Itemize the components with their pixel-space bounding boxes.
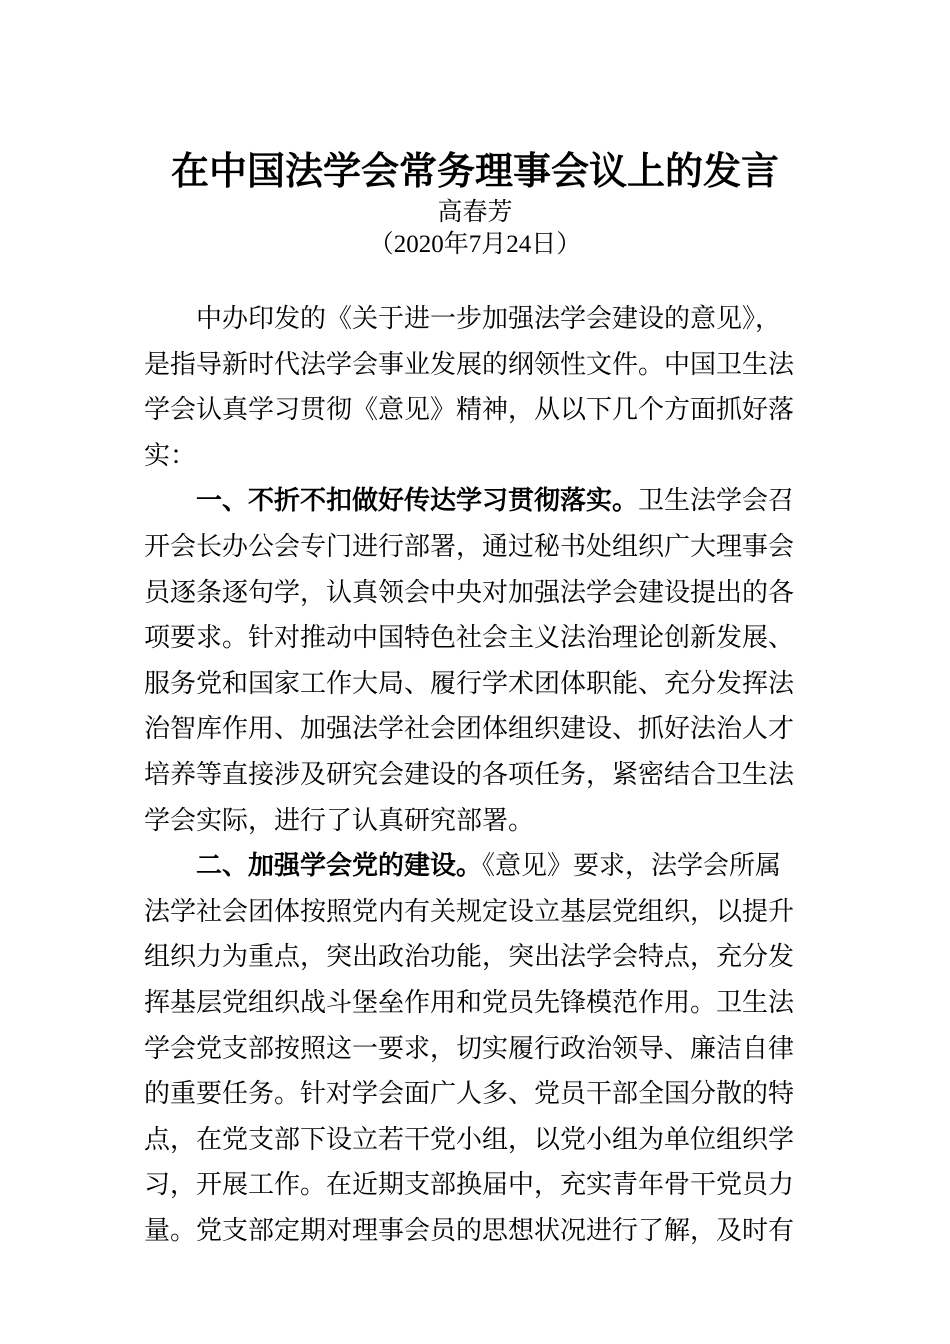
line-text: 卫生法学会召 <box>638 486 795 517</box>
text-line <box>144 662 808 708</box>
line-text: 实： <box>144 440 197 471</box>
text-line <box>144 707 808 753</box>
text-line <box>144 479 808 525</box>
text-line <box>144 890 808 936</box>
document-body <box>144 297 808 1254</box>
line-text: 治智库作用、加强法学社会团体组织建设、抓好法治人才 <box>144 714 795 745</box>
line-text: 项要求。针对推动中国特色社会主义法治理论创新发展、 <box>144 623 795 654</box>
line-text: 开会长办公会专门进行部署，通过秘书处组织广大理事会 <box>144 531 795 562</box>
line-text: 服务党和国家工作大局、履行学术团体职能、充分发挥法 <box>144 668 795 699</box>
section-heading: 二、加强学会党的建设。 <box>196 851 483 882</box>
text-line <box>144 571 808 617</box>
text-line <box>144 343 808 389</box>
line-text: 培养等直接涉及研究会建设的各项任务，紧密结合卫生法 <box>144 759 795 790</box>
line-text: 量。党支部定期对理事会员的思想状况进行了解，及时有 <box>144 1215 795 1246</box>
line-text: 《意见》要求，法学会所属 <box>482 851 782 882</box>
line-text: 学会实际，进行了认真研究部署。 <box>144 805 535 836</box>
line-text: 组织力为重点，突出政治功能，突出法学会特点，充分发 <box>144 942 795 973</box>
line-text: 法学社会团体按照党内有关规定设立基层党组织，以提升 <box>144 896 795 927</box>
text-line <box>144 799 808 845</box>
text-line <box>144 935 808 981</box>
text-line <box>144 753 808 799</box>
section-heading: 一、不折不扣做好传达学习贯彻落实。 <box>196 486 639 517</box>
line-text: 的重要任务。针对学会面广人多、党员干部全国分散的特 <box>144 1079 795 1110</box>
line-text: 点，在党支部下设立若干党小组，以党小组为单位组织学 <box>144 1124 795 1155</box>
text-line <box>144 981 808 1027</box>
line-text: 习，开展工作。在近期支部换届中，充实青年骨干党员力 <box>144 1170 795 1201</box>
line-text: 员逐条逐句学，认真领会中央对加强法学会建设提出的各 <box>144 577 795 608</box>
text-line <box>144 1163 808 1209</box>
text-line <box>144 434 808 480</box>
text-line <box>144 1027 808 1073</box>
text-line <box>144 844 808 890</box>
line-text: 学会党支部按照这一要求，切实履行政治领导、廉洁自律 <box>144 1033 795 1064</box>
text-line <box>144 388 808 434</box>
text-line <box>144 616 808 662</box>
document-title: 在中国法学会常务理事会议上的发言 <box>170 149 779 193</box>
text-line <box>144 1118 808 1164</box>
line-text: 是指导新时代法学会事业发展的纲领性文件。中国卫生法 <box>144 349 795 380</box>
document-author: 高春芳 <box>437 197 513 226</box>
line-text: 中办印发的《关于进一步加强法学会建设的意见》， <box>196 304 782 334</box>
text-line <box>144 297 808 343</box>
line-text: 挥基层党组织战斗堡垒作用和党员先锋模范作用。卫生法 <box>144 987 795 1018</box>
line-text: 学会认真学习贯彻《意见》精神，从以下几个方面抓好落 <box>144 395 795 426</box>
text-line <box>144 1209 808 1255</box>
text-line <box>144 1072 808 1118</box>
text-line <box>144 525 808 571</box>
document-date: （2020年7月24日） <box>368 231 582 258</box>
